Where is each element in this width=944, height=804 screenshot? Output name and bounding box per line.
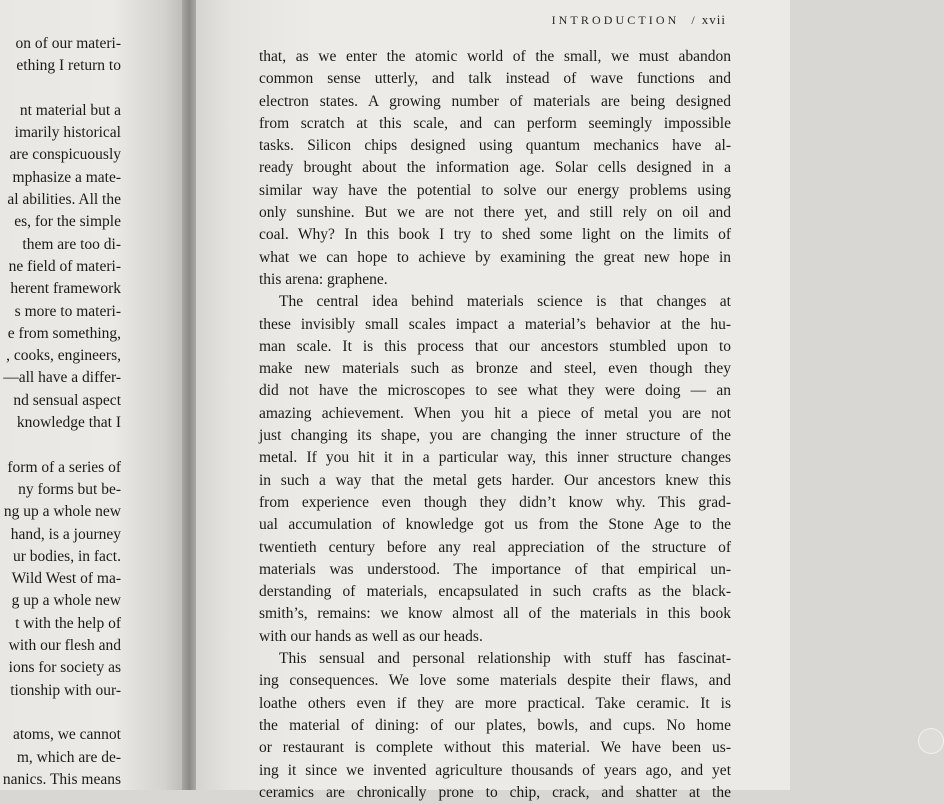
text-line: ready brought about the information age. Solar cells designed in a — [259, 159, 731, 177]
left-page-line: with our flesh and — [8, 637, 121, 655]
paragraph — [259, 46, 731, 291]
left-page-line: herent framework — [10, 280, 121, 298]
left-page-line: Wild West of ma- — [11, 570, 121, 588]
text-line: similar way have the potential to solve our energy problems using — [259, 181, 731, 199]
text-line: common sense utterly, and talk instead of wave functions and — [259, 70, 731, 88]
left-page-line: ny forms but be- — [18, 480, 121, 498]
running-head-title: INTRODUCTION — [551, 13, 680, 27]
text-line: from experience even though they didn’t know why. This grad- — [259, 493, 731, 511]
right-page — [196, 0, 790, 801]
text-line: did not have the microscopes to see what they were doing — an — [259, 382, 731, 400]
text-line: materials was understood. The importance of that empirical un- — [259, 560, 731, 578]
running-header: INTRODUCTION / xvii — [551, 12, 726, 27]
text-line: man scale. It is this process that our ancestors stumbled upon to — [259, 337, 731, 355]
left-page-line: ur bodies, in fact. — [12, 547, 121, 565]
left-page-line: nt material but a — [19, 101, 121, 119]
text-line: loathe others even if they are more practical. Take ceramic. It is — [259, 694, 731, 712]
paragraph — [259, 291, 731, 648]
watermark-stamp — [918, 728, 944, 754]
paragraph — [259, 648, 731, 804]
left-page-line: imarily historical — [14, 124, 121, 142]
text-line: the material of dining: of our plates, bowls, and cups. No home — [259, 716, 731, 734]
left-page-line: are conspicuously — [9, 146, 121, 164]
left-page-line: m, which are de- — [16, 748, 121, 766]
left-page-line: tionship with our- — [10, 681, 121, 699]
left-page-line: nd sensual aspect — [13, 391, 121, 409]
text-line: The central idea behind materials science is that changes at — [279, 293, 731, 311]
text-line: derstanding of materials, encapsulated in such crafts as the black- — [259, 583, 731, 601]
left-page-line: ions for society as — [8, 659, 121, 677]
left-page-line: on of our materi- — [15, 35, 121, 52]
left-page — [0, 0, 187, 790]
text-line: amazing achievement. When you hit a piece of metal you are not — [259, 404, 731, 422]
left-page-line: g up a whole new — [11, 592, 121, 610]
left-page-line: ne field of materi- — [8, 257, 121, 275]
text-line: what we can hope to achieve by examining the great new hope in — [259, 248, 731, 266]
left-page-line: hand, is a journey — [10, 525, 121, 543]
left-page-line — [0, 434, 121, 456]
text-line: this arena: graphene. — [259, 270, 388, 288]
left-page-line: t with the help of — [15, 614, 121, 632]
left-page-line: , cooks, engineers, — [6, 347, 121, 365]
text-line: smith’s, remains: we know almost all of the materials in this book — [259, 605, 731, 623]
left-page-line: es, for the simple — [14, 213, 121, 231]
text-line: ing consequences. We love some materials despite their flaws, and — [259, 672, 731, 690]
body-text — [259, 46, 731, 804]
left-page-line — [0, 78, 121, 100]
text-line: or restaurant is complete without this material. We have been us- — [259, 739, 731, 757]
text-line: in such a way that the metal gets harder. Our ancestors knew this — [259, 471, 731, 489]
left-page-line: e from something, — [7, 324, 121, 342]
text-line: these invisibly small scales impact a material’s behavior at the hu- — [259, 315, 731, 333]
text-line: that, as we enter the atomic world of the small, we must abandon — [259, 48, 731, 65]
text-line: ceramics are chronically prone to chip, crack, and shatter at the — [259, 783, 731, 801]
left-page-line: knowledge that I — [16, 414, 121, 432]
left-page-line: mphasize a mate- — [12, 168, 121, 186]
left-page-line: ething I return to — [16, 57, 121, 75]
page-number: xvii — [701, 12, 726, 27]
text-line: This sensual and personal relationship with stuff has fascinat- — [279, 650, 731, 668]
text-line: just changing its shape, you are changing the inner structure of the — [259, 427, 731, 445]
text-line: from scratch at this scale, and can perform seemingly impossible — [259, 114, 731, 132]
left-page-line: nanics. This means — [2, 770, 121, 788]
text-line: coal. Why? In this book I try to shed some light on the limits of — [259, 226, 731, 244]
left-page-line: atoms, we cannot — [12, 726, 121, 744]
text-line: metal. If you hit it in a particular way, this inner structure changes — [259, 449, 731, 467]
left-page-line: s more to materi- — [14, 302, 121, 320]
left-page-text — [0, 33, 121, 791]
text-line: tasks. Silicon chips designed using quantum mechanics have al- — [259, 137, 731, 155]
left-page-line: al abilities. All the — [7, 191, 121, 209]
left-page-line: form of a series of — [7, 458, 121, 476]
left-page-line: —all have a differ- — [3, 369, 121, 387]
text-line: make new materials such as bronze and steel, even though they — [259, 360, 731, 378]
text-line: ing it since we invented agriculture thousands of years ago, and yet — [259, 761, 731, 779]
text-line: with our hands as well as our heads. — [259, 627, 483, 645]
text-line: ual accumulation of knowledge got us from the Stone Age to the — [259, 516, 731, 534]
left-page-line: them are too di- — [22, 235, 121, 253]
text-line: twentieth century before any real appreciation of the structure of — [259, 538, 731, 556]
text-line: only sunshine. But we are not there yet, and still rely on oil and — [259, 204, 731, 222]
left-page-line: ng up a whole new — [3, 503, 121, 521]
left-page-line — [0, 702, 121, 724]
text-line: electron states. A growing number of materials are being designed — [259, 92, 731, 110]
